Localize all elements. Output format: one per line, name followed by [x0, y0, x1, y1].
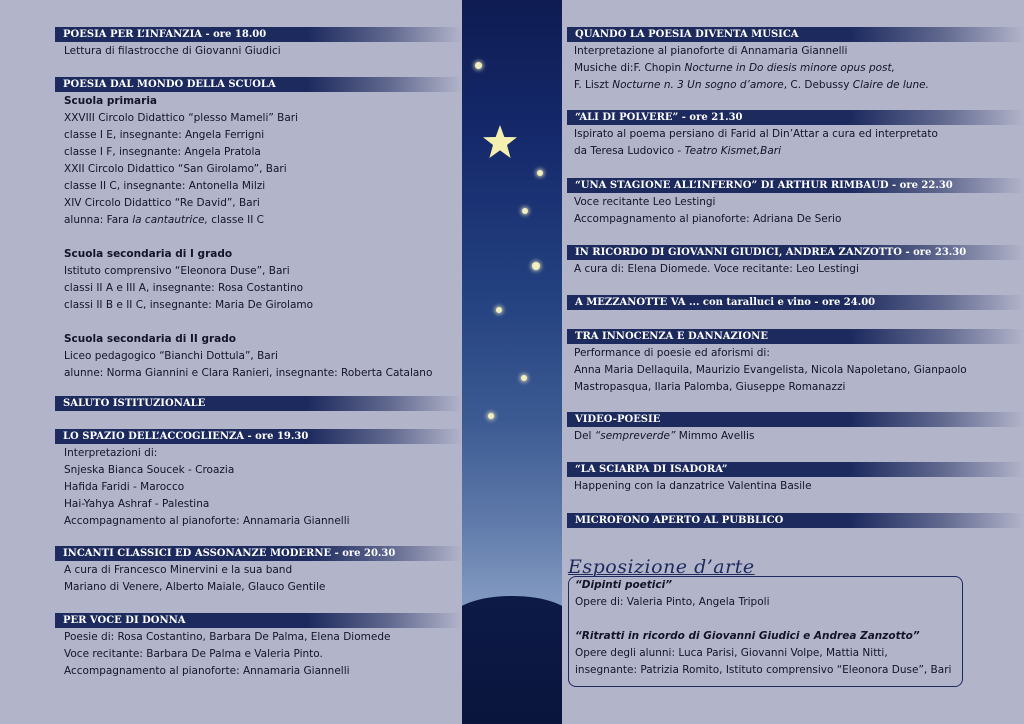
text-span: Scuola secondaria di I grado	[64, 248, 233, 260]
section-header: INCANTI CLASSICI ED ASSONANZE MODERNE - ore 20.30	[55, 546, 462, 561]
section-line	[574, 478, 1024, 495]
section-line	[64, 496, 462, 513]
text-span: A cura di: Elena Diomede. Voce recitante: Leo Lestingi	[574, 263, 859, 275]
star-dot	[488, 413, 494, 419]
text-span: XXVIII Circolo Didattico “plesso Mameli” Bari	[64, 112, 299, 124]
text-span: Claire de lune.	[852, 79, 929, 91]
program-section	[562, 178, 1024, 228]
text-span: classi II A e III A, insegnante: Rosa Costantino	[64, 282, 304, 294]
section-header: VIDEO-POESIE	[567, 412, 1024, 427]
text-span: Mastropasqua, Ilaria Palomba, Giuseppe Romanazzi	[574, 381, 846, 393]
text-span: Ispirato al poema persiano di Farid al Din’Attar a cura ed interpretato	[574, 128, 938, 140]
star-dot	[496, 307, 502, 313]
section-line	[64, 280, 462, 297]
text-span: Accompagnamento al pianoforte: Annamaria Giannelli	[64, 515, 350, 527]
section-header: LO SPAZIO DELL’ACCOGLIENZA - ore 19.30	[55, 429, 462, 444]
section-line	[574, 211, 1024, 228]
exhibition-box	[568, 576, 963, 687]
text-span: Hai-Yahya Ashraf - Palestina	[64, 498, 210, 510]
program-section	[0, 396, 462, 412]
program-section	[0, 613, 462, 680]
text-span: Voce recitante: Barbara De Palma e Valeria Pinto.	[64, 648, 323, 660]
section-line	[64, 297, 462, 314]
text-span: Interpretazione al pianoforte di Annamaria Giannelli	[574, 45, 848, 57]
text-span: Lettura di filastrocche di Giovanni Giudici	[64, 45, 281, 57]
section-line	[574, 428, 1024, 445]
section-line	[64, 646, 462, 663]
program-section	[0, 27, 462, 60]
text-span: Scuola secondaria di II grado	[64, 333, 236, 345]
text-span: Hafida Faridi - Marocco	[64, 481, 185, 493]
section-line	[64, 263, 462, 280]
star-dot	[532, 262, 540, 270]
text-span: Voce recitante Leo Lestingi	[574, 196, 716, 208]
text-span: classi II B e II C, insegnante: Maria De Girolamo	[64, 299, 314, 311]
text-span: Poesie di: Rosa Costantino, Barbara De Palma, Elena Diomede	[64, 631, 391, 643]
section-header: MICROFONO APERTO AL PUBBLICO	[567, 513, 1024, 528]
text-span: XIV Circolo Didattico “Re David”, Bari	[64, 197, 260, 209]
text-span: Performance di poesie ed aforismi di:	[574, 347, 770, 359]
section-line	[64, 195, 462, 212]
section-line	[64, 144, 462, 161]
text-span: Mimmo Avellis	[675, 430, 755, 442]
text-span: la cantautrice,	[132, 214, 208, 226]
text-span: Mariano di Venere, Alberto Maiale, Glauco Gentile	[64, 581, 326, 593]
section-header: POESIA PER L’INFANZIA - ore 18.00	[55, 27, 462, 42]
section-line	[64, 445, 462, 462]
section-header: IN RICORDO DI GIOVANNI GIUDICI, ANDREA ZANZOTTO - ore 23.30	[567, 245, 1024, 260]
section-line	[574, 261, 1024, 278]
section-header: SALUTO ISTITUZIONALE	[55, 396, 462, 411]
exhibition-item-line: insegnante: Patrizia Romito, Istituto comprensivo “Eleonora Duse”, Bari	[575, 664, 952, 676]
section-line	[574, 43, 1024, 60]
star-dot	[521, 375, 527, 381]
subsection-title	[64, 331, 462, 348]
section-header: A MEZZANOTTE VA ... con taralluci e vino - ore 24.00	[567, 295, 1024, 310]
text-span: Nocturne n. 3 Un sogno d’amore	[612, 79, 784, 91]
section-header: POESIA DAL MONDO DELLA SCUOLA	[55, 77, 462, 92]
section-line	[64, 629, 462, 646]
text-span: “sempreverde”	[594, 430, 676, 442]
text-span: Liceo pedagogico “Bianchi Dottula”, Bari	[64, 350, 278, 362]
text-span: Nocturne in Do diesis minore opus post,	[684, 62, 895, 74]
text-span: Del	[574, 430, 595, 442]
section-header: PER VOCE DI DONNA	[55, 613, 462, 628]
star-icon	[482, 124, 518, 160]
text-span: XXII Circolo Didattico “San Girolamo”, Bari	[64, 163, 287, 175]
subsection-title	[64, 246, 462, 263]
section-line	[574, 77, 1024, 94]
text-span: Anna Maria Dellaquila, Maurizio Evangelista, Nicola Napoletano, Gianpaolo	[574, 364, 967, 376]
exhibition-item-line: Opere degli alunni: Luca Parisi, Giovanni Volpe, Mattia Nitti,	[575, 647, 888, 659]
section-line	[64, 365, 462, 382]
night-sky-band	[462, 0, 562, 724]
text-span: Musiche di:F. Chopin	[574, 62, 685, 74]
section-line	[64, 178, 462, 195]
section-header: “UNA STAGIONE ALL’INFERNO” DI ARTHUR RIMBAUD - ore 22.30	[567, 178, 1024, 193]
text-span: classe I E, insegnante: Angela Ferrigni	[64, 129, 265, 141]
program-section	[562, 245, 1024, 278]
section-header: QUANDO LA POESIA DIVENTA MUSICA	[567, 27, 1024, 42]
text-span: Scuola primaria	[64, 95, 157, 107]
section-line	[64, 663, 462, 680]
section-line	[64, 127, 462, 144]
text-span: classe II C	[207, 214, 264, 226]
section-line	[64, 479, 462, 496]
section-line	[64, 348, 462, 365]
section-line	[64, 579, 462, 596]
program-section	[562, 412, 1024, 445]
star-dot	[522, 208, 528, 214]
program-section	[0, 546, 462, 596]
program-section	[0, 429, 462, 530]
section-line	[574, 362, 1024, 379]
section-line	[64, 562, 462, 579]
section-header: TRA INNOCENZA E DANNAZIONE	[567, 329, 1024, 344]
text-span: classe II C, insegnante: Antonella Milzi	[64, 180, 266, 192]
exhibition-title: Esposizione d’arte	[568, 556, 755, 578]
text-span: , C. Debussy	[783, 79, 853, 91]
text-span: F. Liszt	[574, 79, 613, 91]
text-span: Accompagnamento al pianoforte: Annamaria Giannelli	[64, 665, 350, 677]
text-span: Istituto comprensivo “Eleonora Duse”, Bari	[64, 265, 290, 277]
section-line	[574, 345, 1024, 362]
text-span: A cura di Francesco Minervini e la sua band	[64, 564, 293, 576]
section-line	[574, 126, 1024, 143]
section-line	[574, 143, 1024, 160]
section-header: “LA SCIARPA DI ISADORA”	[567, 462, 1024, 477]
section-line	[64, 43, 462, 60]
program-section	[562, 513, 1024, 529]
program-section	[0, 77, 462, 382]
section-line	[64, 462, 462, 479]
program-section	[562, 295, 1024, 311]
text-span: Happening con la danzatrice Valentina Basile	[574, 480, 812, 492]
text-span: Interpretazioni di:	[64, 447, 158, 459]
section-line	[64, 161, 462, 178]
subsection-title	[64, 93, 462, 110]
hill-silhouette	[462, 596, 562, 724]
section-line	[574, 379, 1024, 396]
text-span: classe I F, insegnante: Angela Pratola	[64, 146, 261, 158]
section-line	[574, 60, 1024, 77]
star-dot	[537, 170, 543, 176]
section-line	[64, 212, 462, 229]
program-section	[562, 110, 1024, 160]
program-section	[562, 27, 1024, 94]
text-span: Teatro Kismet,Bari	[684, 145, 782, 157]
text-span: Accompagnamento al pianoforte: Adriana De Serio	[574, 213, 842, 225]
program-section	[562, 329, 1024, 396]
text-span: alunna: Fara	[64, 214, 133, 226]
exhibition-item-line: Opere di: Valeria Pinto, Angela Tripoli	[575, 596, 770, 608]
text-span: Snjeska Bianca Soucek - Croazia	[64, 464, 235, 476]
text-span: da Teresa Ludovico -	[574, 145, 685, 157]
section-line	[64, 513, 462, 530]
section-line	[574, 194, 1024, 211]
program-section	[562, 462, 1024, 495]
exhibition-item-title: “Dipinti poetici”	[575, 579, 672, 591]
text-span: alunne: Norma Giannini e Clara Ranieri, insegnante: Roberta Catalano	[64, 367, 433, 379]
section-header: “ALI DI POLVERE” - ore 21.30	[567, 110, 1024, 125]
star-dot	[475, 62, 482, 69]
exhibition-item-title: “Ritratti in ricordo di Giovanni Giudici e Andrea Zanzotto”	[575, 630, 920, 642]
section-line	[64, 110, 462, 127]
